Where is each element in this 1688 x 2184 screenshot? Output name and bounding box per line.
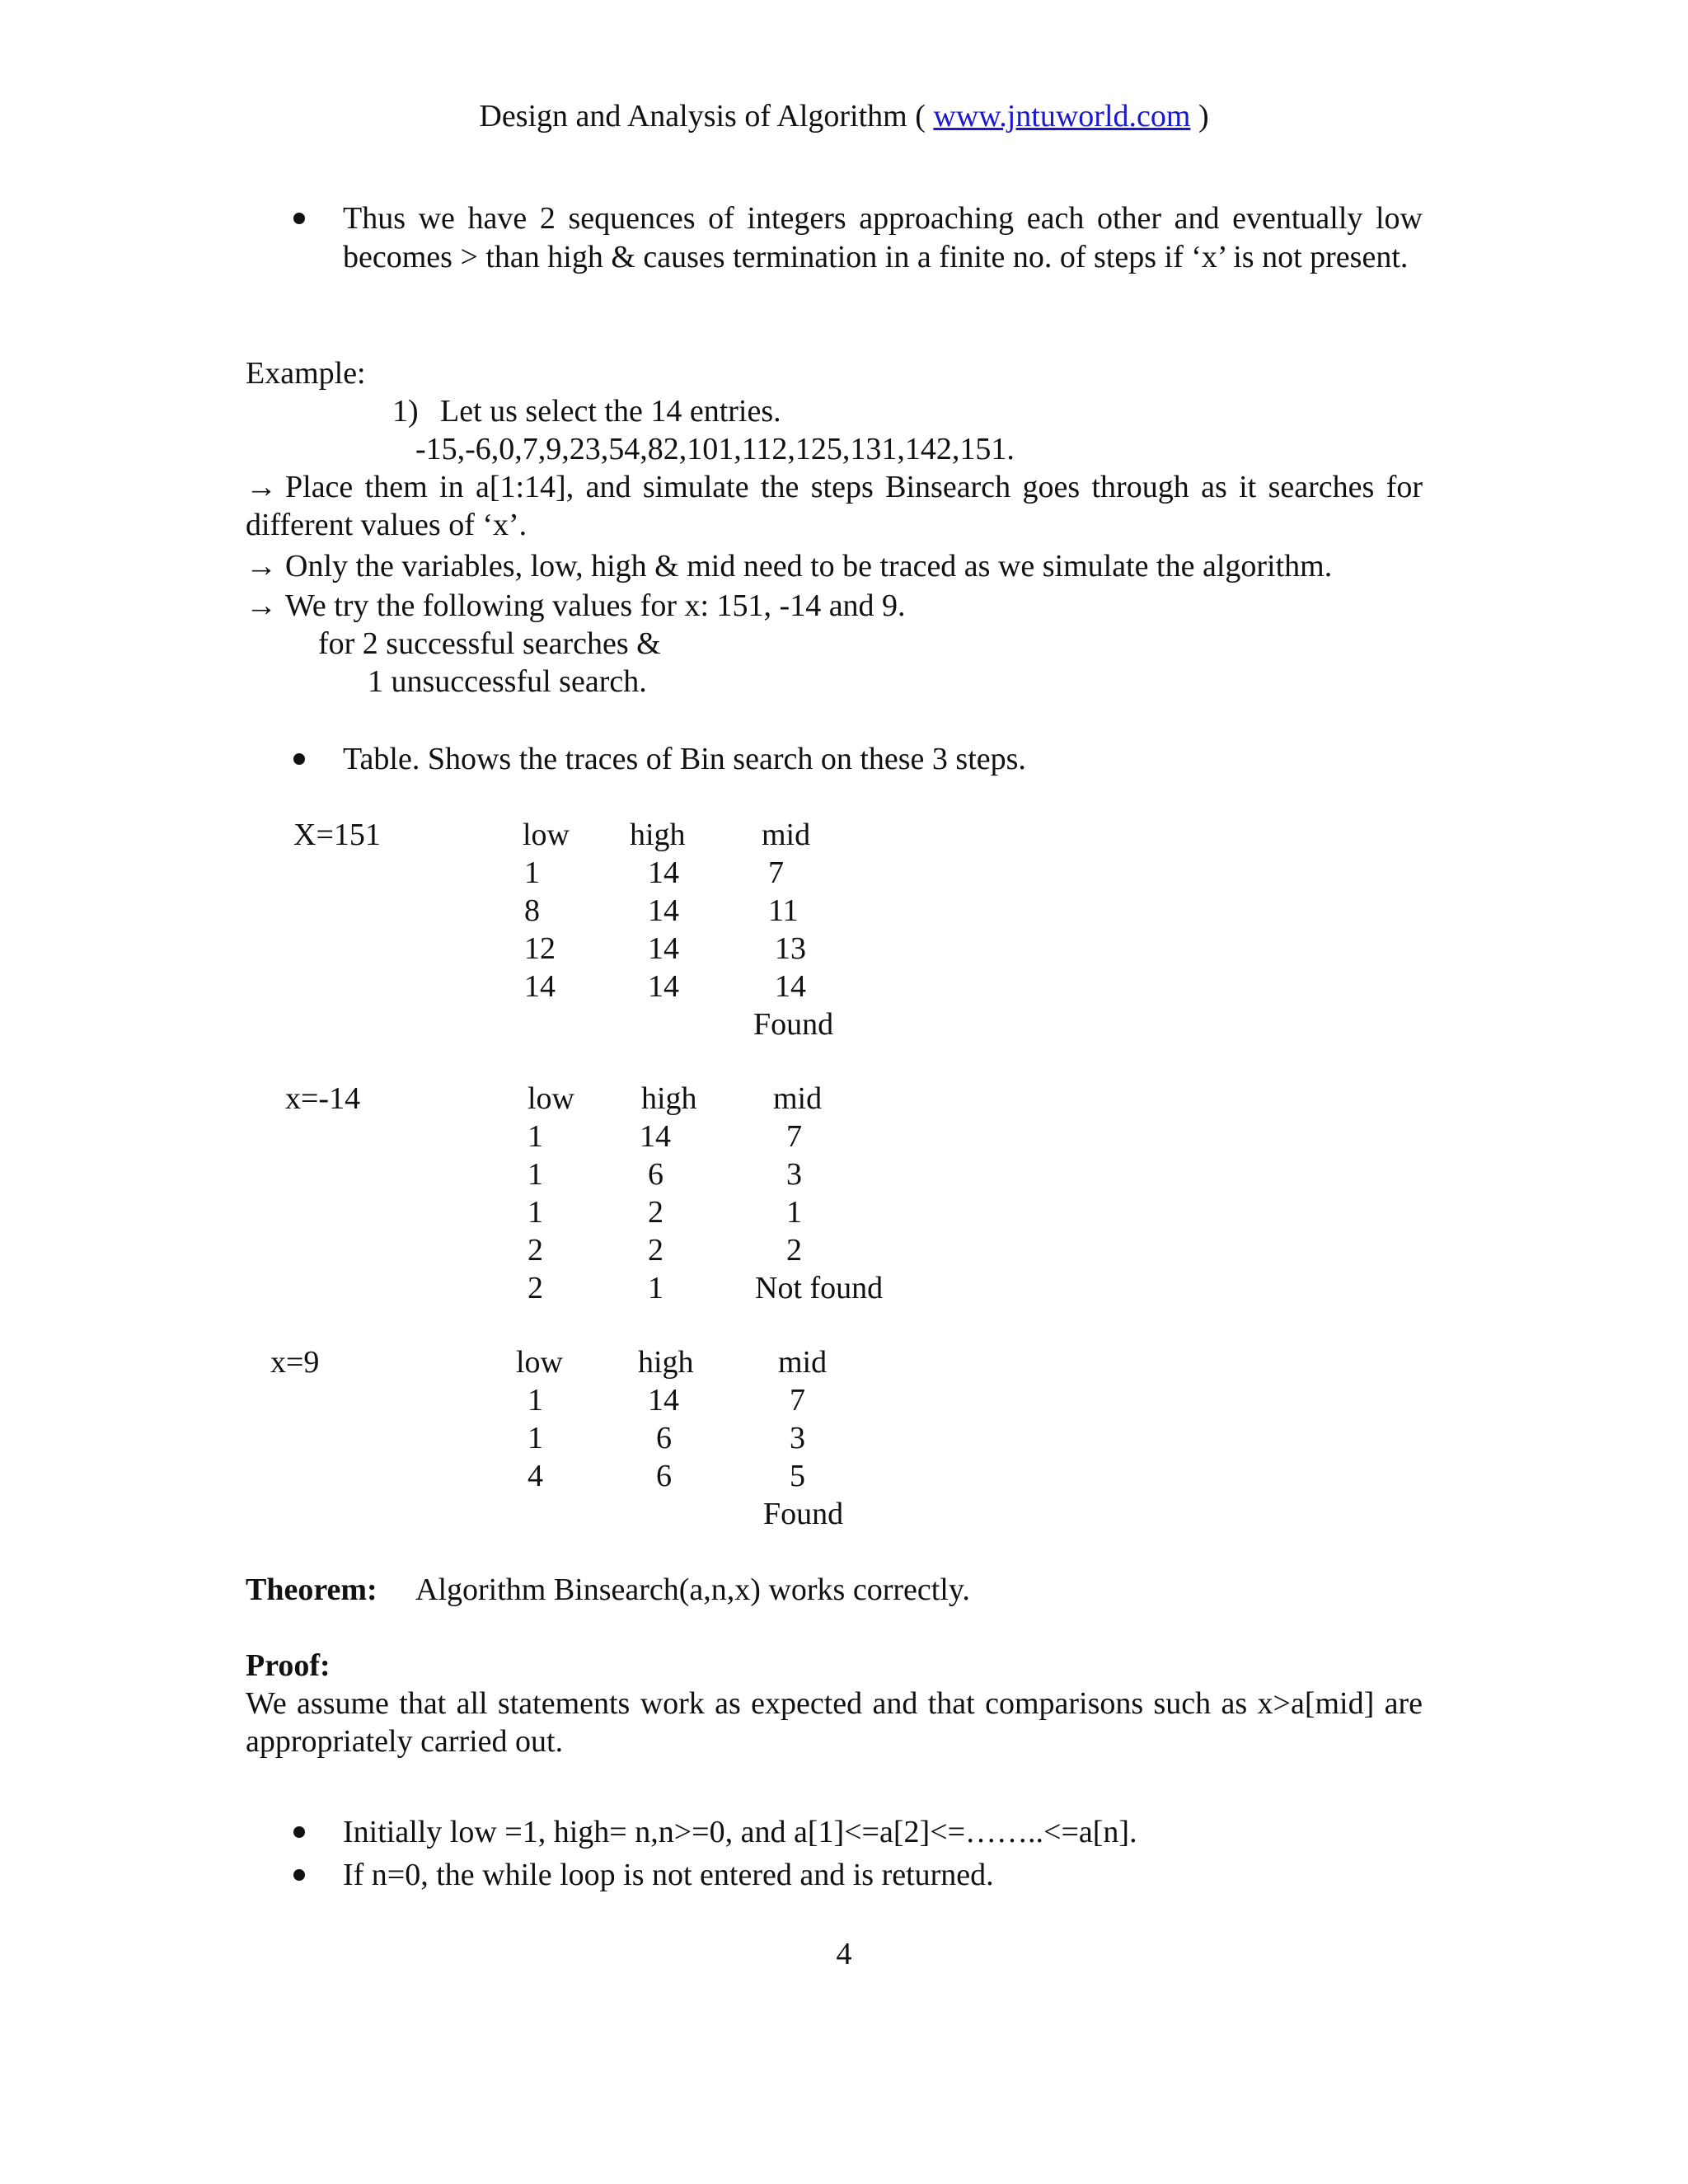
table-cell-low: 1 [528,1421,543,1455]
table-cell-high: 1 [648,1271,663,1305]
proof-text: We assume that all statements work as expected and that comparisons such as x>a[mid] are appropriately carried out. [246,1686,1423,1759]
example-arrow-2: Only the variables, low, high & mid need to be traced as we simulate the algorithm. [285,549,1333,583]
intro-bullet-text: Thus we have 2 sequences of integers approaching each other and eventually low becomes > than high & causes termination in a finite no. of steps if ‘x’ is not present. [343,201,1423,274]
table-cell-low: 2 [528,1233,543,1268]
page-number: 4 [836,1937,852,1971]
bullet-icon [293,213,305,224]
trace-label: X=151 [293,818,381,852]
proof-bullet: Initially low =1, high= n,n>=0, and a[1]<=a[2]<=……..<=a[n]. [343,1815,1137,1849]
example-item-number: 1) [392,394,419,429]
table-cell-high: 14 [648,893,679,928]
header-link[interactable]: www.jntuworld.com [933,99,1191,134]
bullet-icon [293,1826,305,1838]
header-suffix: ) [1190,99,1209,134]
table-header-mid: mid [762,818,811,852]
example-cont-1: for 2 successful searches & [318,626,661,661]
page-header [0,97,1688,135]
table-header-low: low [516,1345,563,1380]
table-cell-low: 12 [524,931,556,966]
table-header-mid: mid [778,1345,828,1380]
trace-result: Found [763,1497,844,1531]
arrow-icon: → [246,470,277,504]
table-cell-low: 1 [528,1119,543,1154]
table-cell-mid: 13 [775,931,806,966]
example-arrow-3: We try the following values for x: 151, -14 and 9. [285,588,906,623]
theorem-text: Algorithm Binsearch(a,n,x) works correctly. [415,1572,970,1607]
example-cont-2: 1 unsuccessful search. [368,664,647,699]
table-cell-low: 8 [524,893,540,928]
table-cell-low: 2 [528,1271,543,1305]
trace-result: Found [753,1007,834,1042]
table-header-high: high [641,1081,697,1116]
trace-label: x=-14 [285,1081,361,1116]
arrow-icon: → [246,588,277,623]
table-header-high: high [638,1345,694,1380]
table-cell-mid: 3 [790,1421,805,1455]
table-header-mid: mid [773,1081,823,1116]
table-cell-high: 14 [648,931,679,966]
table-cell-mid: 14 [775,969,806,1004]
table-cell-mid: 3 [786,1157,802,1192]
table-cell-mid: 1 [786,1195,802,1230]
bullet-icon [293,1869,305,1881]
table-cell-low: 1 [528,1383,543,1418]
table-cell-high: 2 [648,1195,663,1230]
table-cell-mid: 5 [790,1459,805,1493]
arrow-icon: → [246,549,277,583]
example-heading: Example: [246,356,366,391]
table-cell-high: 6 [656,1421,672,1455]
table-cell-low: 14 [524,969,556,1004]
table-cell-low: 1 [528,1195,543,1230]
table-header-low: low [528,1081,574,1116]
table-cell-mid: 7 [768,855,784,890]
table-cell-low: 1 [528,1157,543,1192]
table-cell-mid: 7 [790,1383,805,1418]
table-cell-high: 14 [648,855,679,890]
table-cell-low: 4 [528,1459,543,1493]
table-cell-mid: 2 [786,1233,802,1268]
table-cell-high: 14 [648,969,679,1004]
theorem-label: Theorem: [246,1572,377,1607]
example-arrow-1: Place them in a[1:14], and simulate the steps Binsearch goes through as it searches for different values of ‘x’. [246,470,1423,542]
header-title: Design and Analysis of Algorithm ( [479,99,934,134]
trace-result: Not found [755,1271,884,1305]
table-bullet-text: Table. Shows the traces of Bin search on these 3 steps. [343,742,1026,776]
proof-bullet: If n=0, the while loop is not entered and is returned. [343,1858,994,1892]
table-cell-high: 2 [648,1233,663,1268]
table-cell-low: 1 [524,855,540,890]
table-cell-high: 6 [656,1459,672,1493]
table-cell-mid: 11 [768,893,799,928]
trace-label: x=9 [270,1345,320,1380]
example-entries: -15,-6,0,7,9,23,54,82,101,112,125,131,142,151. [415,432,1015,466]
example-item-text: Let us select the 14 entries. [440,394,781,429]
table-cell-high: 14 [640,1119,671,1154]
bullet-icon [293,753,305,765]
proof-label: Proof: [246,1648,331,1683]
table-cell-high: 14 [648,1383,679,1418]
table-header-low: low [523,818,570,852]
table-cell-high: 6 [648,1157,663,1192]
table-header-high: high [630,818,686,852]
table-cell-mid: 7 [786,1119,802,1154]
